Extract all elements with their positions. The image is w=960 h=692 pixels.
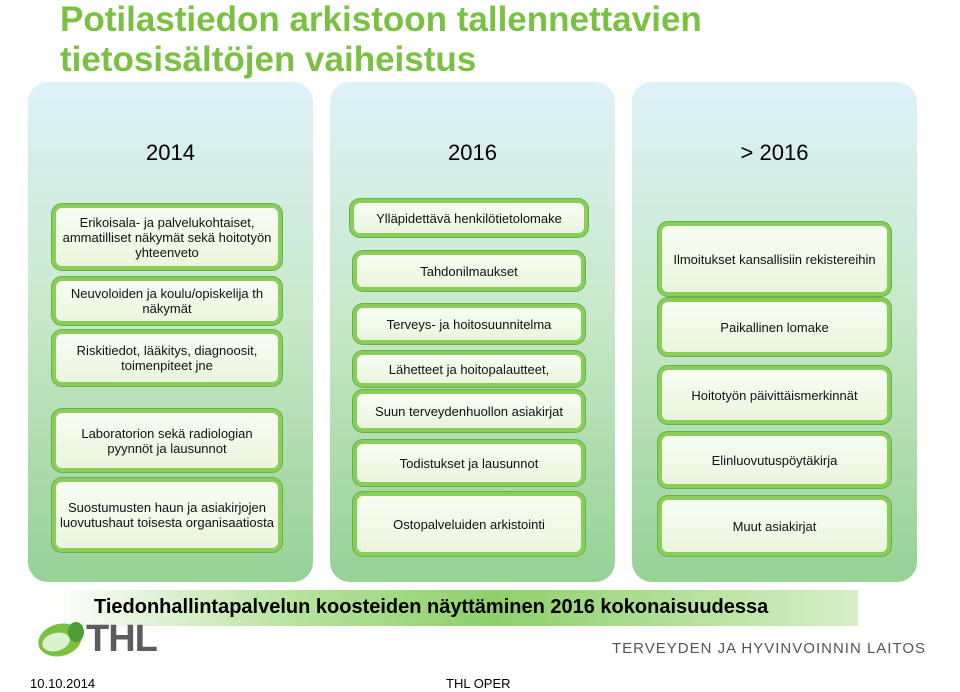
phase-item: Laboratorion sekä radiologian pyynnöt ja lausunnot — [56, 413, 278, 468]
summary-banner-text: Tiedonhallintapalvelun koosteiden näyttäminen 2016 kokonaisuudessa — [94, 596, 769, 618]
phase-item: Suun terveydenhuollon asiakirjat — [357, 394, 581, 428]
phase-item: Elinluovutuspöytäkirja — [662, 436, 887, 484]
phase-item: Tahdonilmaukset — [357, 255, 581, 287]
footer-org: THL OPER — [446, 676, 511, 691]
phase-item: Terveys- ja hoitosuunnitelma — [357, 308, 581, 340]
phase-item: Neuvoloiden ja koulu/opiskelija th näkymät — [56, 281, 278, 321]
column-header: 2014 — [146, 140, 195, 165]
phase-item: Ilmoitukset kansallisiin rekistereihin — [662, 226, 887, 292]
footer-date: 10.10.2014 — [30, 676, 96, 691]
phase-item: Ylläpidettävä henkilötietolomake — [354, 203, 584, 233]
institute-name: TERVEYDEN JA HYVINVOINNIN LAITOS — [612, 640, 927, 657]
column-header: > 2016 — [740, 140, 809, 165]
phase-item: Lähetteet ja hoitopalautteet, — [357, 355, 581, 383]
phase-item: Erikoisala- ja palvelukohtaiset, ammatilliset näkymät sekä hoitotyön yhteenveto — [56, 208, 278, 266]
phase-item: Paikallinen lomake — [662, 302, 887, 352]
phase-item: Todistukset ja lausunnot — [357, 444, 581, 482]
page-title: Potilastiedon arkistoon tallennettavien tietosisältöjen vaiheistus — [60, 0, 702, 79]
phase-item: Suostumusten haun ja asiakirjojen luovutushaut toisesta organisaatiosta — [56, 482, 278, 548]
phase-item: Riskitiedot, lääkitys, diagnoosit, toimenpiteet jne — [56, 334, 278, 382]
phase-item: Hoitotyön päivittäismerkinnät — [662, 370, 887, 420]
phase-item: Muut asiakirjat — [662, 500, 887, 552]
thl-logo-text: THL — [86, 618, 157, 660]
phase-item: Ostopalveluiden arkistointi — [357, 496, 581, 552]
column-header: 2016 — [448, 140, 497, 165]
